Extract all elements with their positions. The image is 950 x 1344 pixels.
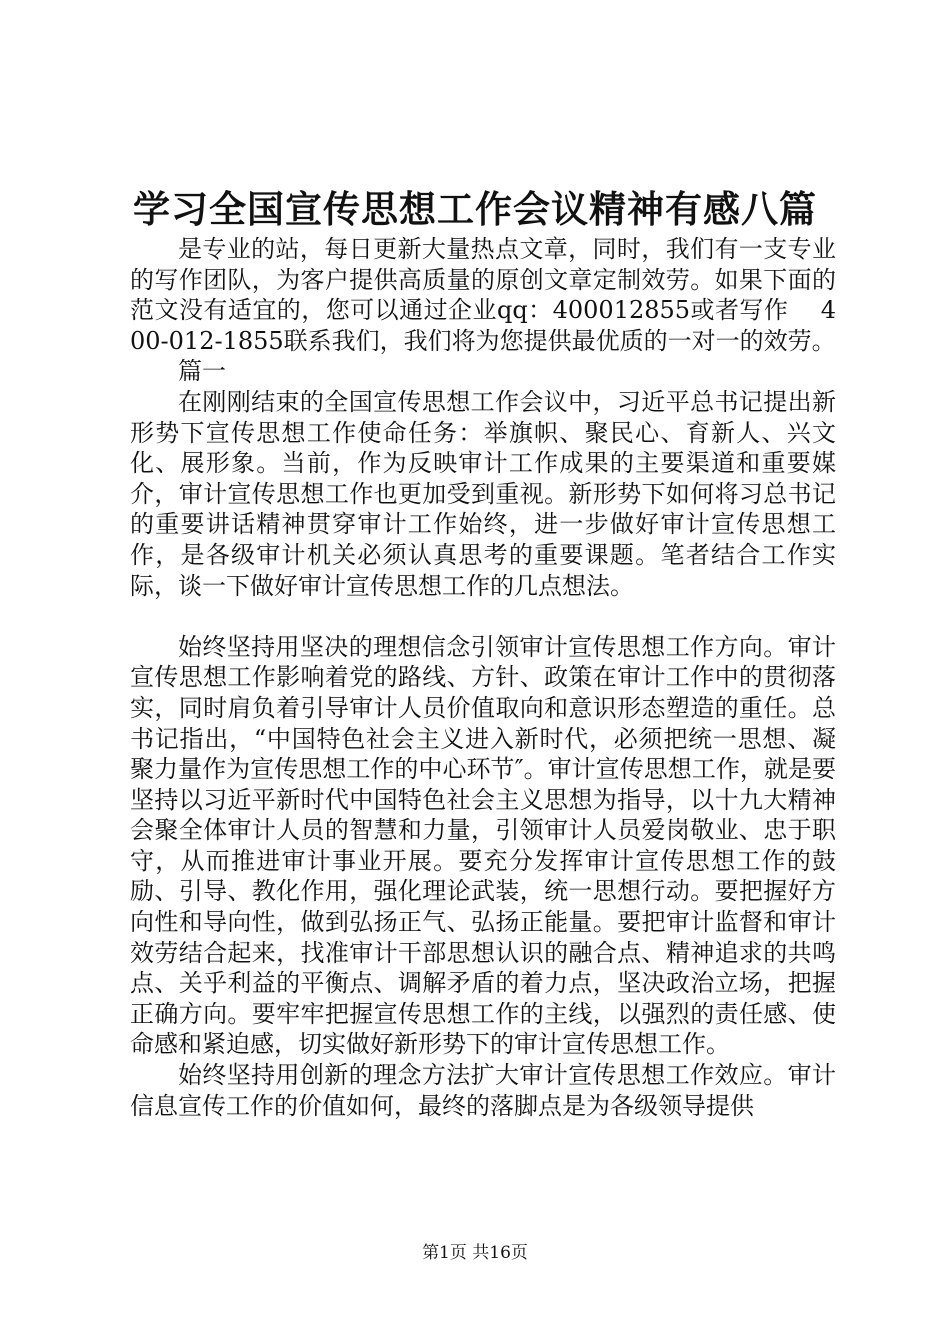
document-body bbox=[130, 234, 836, 1121]
page-number: 第1页 共16页 bbox=[422, 1243, 528, 1263]
document-title: 学习全国宣传思想工作会议精神有感八篇 bbox=[133, 187, 817, 231]
body-paragraph: 始终坚持用坚决的理想信念引领审计宣传思想工作方向。审计宣传思想工作影响着党的路线、方针、政策在审计工作中的贯彻落实，同时肩负着引导审计人员价值取向和意识形态塑造的重任。总书记指出，“中国特色社会主义进入新时代，必须把统一思想、凝聚力量作为宣传思想工作的中心环节″。审计宣传思想工作，就是要坚持以习近平新时代中国特色社会主义思想为指导，以十九大精神会聚全体审计人员的智慧和力量，引领审计人员爱岗敬业、忠于职守，从而推进审计事业开展。要充分发挥审计宣传思想工作的鼓励、引导、教化作用，强化理论武装，统一思想行动。要把握好方向性和导向性，做到弘扬正气、弘扬正能量。要把审计监督和审计效劳结合起来，找准审计干部思想认识的融合点、精神追求的共鸣点、关乎利益的平衡点、调解矛盾的着力点，坚决政治立场，把握正确方向。要牢牢把握宣传思想工作的主线，以强烈的责任感、使命感和紧迫感，切实做好新形势下的审计宣传思想工作。 bbox=[130, 632, 836, 1059]
intro-paragraph: 是专业的站，每日更新大量热点文章，同时，我们有一支专业的写作团队，为客户提供高质量的原创文章定制效劳。如果下面的范文没有适宜的，您可以通过企业qq：400012855或者写作 400-012-1855联系我们，我们将为您提供最优质的一对一的效劳。 bbox=[130, 235, 836, 355]
paragraph-spacer bbox=[130, 601, 836, 632]
section-heading: 篇一 bbox=[178, 357, 226, 386]
body-paragraph: 在刚刚结束的全国宣传思想工作会议中，习近平总书记提出新形势下宣传思想工作使命任务：举旗帜、聚民心、育新人、兴文化、展形象。当前，作为反映审计工作成果的主要渠道和重要媒介，审计宣传思想工作也更加受到重视。新形势下如何将习总书记的重要讲话精神贯穿审计工作始终，进一步做好审计宣传思想工作，是各级审计机关必须认真思考的重要课题。笔者结合工作实际，谈一下做好审计宣传思想工作的几点想法。 bbox=[130, 387, 836, 600]
body-paragraph: 始终坚持用创新的理念方法扩大审计宣传思想工作效应。审计信息宣传工作的价值如何，最终的落脚点是为各级领导提供 bbox=[130, 1061, 836, 1120]
